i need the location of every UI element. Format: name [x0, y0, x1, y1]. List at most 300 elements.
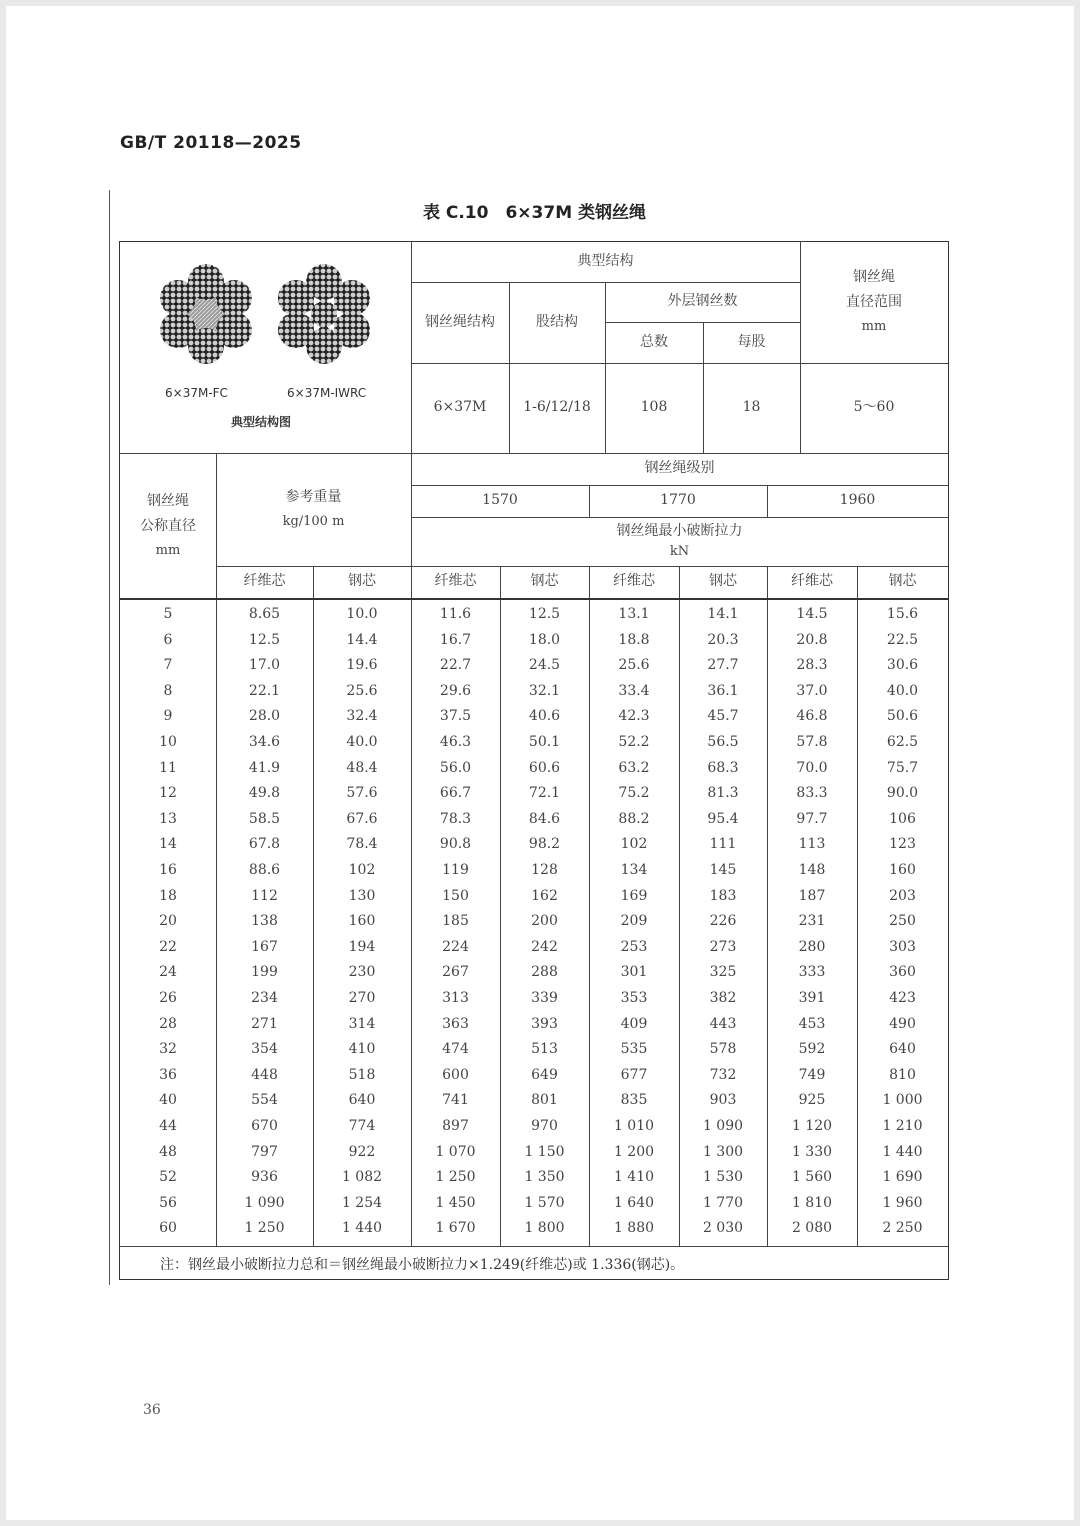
table-cell: 513: [531, 1041, 558, 1058]
strand-structure-header: 股结构: [536, 313, 578, 330]
diameter-range-label-1: 钢丝绳: [853, 269, 895, 286]
table-row: [120, 730, 948, 756]
nominal-diameter-cell: 56: [159, 1194, 177, 1211]
table-cell: 1 150: [524, 1143, 565, 1160]
table-cell: 1 090: [702, 1118, 744, 1134]
table-cell: 14.1: [707, 606, 739, 622]
iwrc-rope-icon: [278, 264, 370, 364]
break-force-label: 钢丝绳最小破断拉力: [616, 522, 743, 539]
table-cell: 1 570: [524, 1194, 565, 1211]
strand-structure-value: 1-6/12/18: [523, 399, 591, 416]
table-row: [120, 1012, 948, 1038]
table-cell: 774: [348, 1118, 376, 1134]
nominal-diameter-header: [120, 453, 216, 598]
standard-code: GB/T 20118—2025: [120, 133, 302, 153]
nominal-diameter-cell: 9: [163, 708, 173, 725]
sub-header-steel: 钢芯: [709, 573, 737, 590]
table-cell: 22.7: [439, 657, 472, 674]
table-cell: 203: [889, 887, 916, 904]
table-cell: 56.5: [707, 734, 739, 750]
reference-weight-header: [216, 453, 411, 566]
table-cell: 325: [709, 964, 737, 981]
table-cell: 32.4: [346, 708, 378, 725]
table-cell: 640: [348, 1092, 376, 1109]
rope-cross-section-figure: [146, 262, 386, 367]
table-cell: 123: [889, 836, 916, 853]
table-cell: 60.6: [528, 759, 561, 776]
table-cell: 288: [531, 964, 558, 981]
table-cell: 199: [251, 964, 278, 981]
sub-header-steel: 钢芯: [530, 573, 559, 590]
table-cell: 253: [620, 938, 648, 955]
nominal-diameter-cell: 18: [159, 887, 177, 904]
nominal-diameter-cell: 16: [159, 862, 177, 878]
table-cell: 62.5: [886, 734, 919, 750]
table-cell: 22.1: [248, 682, 281, 699]
fc-rope-icon: [160, 264, 252, 364]
table-row: [120, 1114, 948, 1140]
nominal-diameter-cell: 7: [163, 657, 173, 674]
table-cell: 353: [620, 990, 648, 1006]
table-cell: 88.6: [248, 862, 281, 878]
table-row: [120, 909, 948, 935]
nominal-diameter-cell: 11: [159, 759, 177, 776]
table-cell: 360: [889, 964, 916, 981]
typical-structure-header: 典型结构: [577, 252, 634, 269]
nominal-diameter-cell: 40: [159, 1092, 177, 1109]
table-cell: 67.6: [346, 810, 378, 827]
table-cell: 490: [889, 1015, 916, 1032]
table-cell: 1 090: [244, 1194, 285, 1211]
table-cell: 936: [251, 1169, 278, 1186]
table-cell: 46.8: [796, 708, 828, 725]
table-cell: 11.6: [439, 606, 472, 622]
table-cell: 339: [531, 990, 558, 1006]
table-cell: 423: [889, 990, 916, 1006]
table-cell: 535: [620, 1041, 648, 1058]
table-cell: 58.5: [248, 810, 281, 827]
table-cell: 250: [889, 913, 916, 930]
table-cell: 25.6: [618, 657, 650, 674]
table-cell: 98.2: [528, 836, 561, 853]
table-cell: 37.5: [439, 708, 472, 725]
nominal-diameter-cell: 60: [159, 1220, 177, 1237]
table-row: [120, 935, 948, 961]
table-cell: 10.0: [346, 606, 378, 622]
table-row: [120, 756, 948, 782]
grade-1570: 1570: [482, 492, 518, 509]
table-cell: 28.0: [248, 708, 281, 725]
table-cell: 453: [798, 1015, 826, 1032]
table-cell: 185: [442, 913, 469, 930]
table-cell: 112: [251, 887, 278, 904]
table-cell: 393: [531, 1015, 558, 1032]
nominal-diameter-cell: 24: [159, 964, 177, 981]
table-cell: 97.7: [796, 810, 828, 827]
table-cell: 145: [709, 862, 737, 878]
per-strand-header: 每股: [737, 333, 766, 350]
table-cell: 113: [798, 836, 826, 853]
table-cell: 314: [348, 1015, 376, 1032]
table-cell: 1 440: [341, 1220, 383, 1237]
nominal-diameter-cell: 12: [159, 785, 177, 802]
table-row: [120, 1063, 948, 1089]
table-cell: 897: [442, 1118, 469, 1134]
table-row: [120, 960, 948, 986]
diameter-range-value: 5～60: [853, 399, 895, 416]
table-cell: 36.1: [707, 682, 739, 699]
weight-unit: kg/100 m: [282, 514, 345, 530]
total-header: 总数: [640, 333, 668, 350]
table-cell: 280: [798, 938, 826, 955]
table-cell: 797: [251, 1143, 278, 1160]
table-cell: 749: [798, 1066, 826, 1083]
table-cell: 18.0: [528, 631, 561, 648]
nominal-diameter-cell: 8: [163, 682, 173, 699]
table-cell: 1 690: [882, 1169, 923, 1186]
table-cell: 37.0: [796, 682, 828, 699]
nominal-diameter-cell: 13: [159, 810, 177, 827]
table-row: [120, 628, 948, 654]
table-cell: 231: [798, 913, 826, 930]
table-cell: 75.7: [886, 759, 919, 776]
table-cell: 70.0: [796, 759, 828, 776]
table-cell: 1 300: [702, 1143, 744, 1160]
table-cell: 95.4: [707, 810, 739, 827]
table-cell: 15.6: [886, 606, 919, 622]
table-cell: 194: [348, 938, 376, 955]
table-cell: 183: [709, 887, 737, 904]
table-cell: 162: [531, 887, 558, 904]
break-force-header: [411, 517, 948, 566]
table-cell: 1 000: [882, 1092, 923, 1109]
table-row: [120, 1165, 948, 1191]
table-row: [120, 679, 948, 705]
table-cell: 1 200: [613, 1143, 655, 1160]
figure-label-iwrc: 6×37M-IWRC: [287, 386, 367, 400]
sub-header-fibre: 纤维芯: [791, 573, 833, 590]
table-row: [120, 1140, 948, 1166]
sub-header-fibre: 纤维芯: [243, 573, 286, 590]
table-cell: 1 530: [702, 1169, 744, 1186]
table-cell: 40.0: [346, 734, 378, 750]
table-cell: 640: [889, 1041, 916, 1058]
table-note: 注：钢丝最小破断拉力总和＝钢丝绳最小破断拉力×1.249(纤维芯)或 1.336(钢芯)。: [160, 1257, 685, 1273]
table-cell: 1 670: [435, 1220, 476, 1237]
table-cell: 13.1: [618, 606, 650, 622]
table-cell: 167: [251, 938, 278, 955]
nominal-diameter-cell: 48: [159, 1143, 177, 1160]
table-cell: 922: [348, 1143, 376, 1160]
table-cell: 130: [348, 887, 376, 904]
table-cell: 313: [442, 990, 469, 1006]
table-cell: 90.0: [886, 785, 919, 802]
table-cell: 474: [442, 1041, 469, 1058]
nominal-diameter-cell: 10: [159, 734, 177, 750]
table-cell: 72.1: [528, 785, 561, 802]
grade-1960: 1960: [839, 492, 876, 509]
table-cell: 363: [442, 1015, 469, 1032]
table-cell: 209: [620, 913, 648, 930]
table-row: [120, 858, 948, 884]
table-cell: 333: [798, 964, 826, 981]
table-cell: 270: [348, 990, 376, 1006]
table-cell: 24.5: [528, 657, 561, 674]
table-cell: 1 210: [882, 1118, 923, 1134]
total-value: 108: [640, 399, 668, 416]
table-cell: 271: [251, 1015, 278, 1032]
table-cell: 1 640: [613, 1194, 655, 1211]
rope-structure-value: 6×37M: [433, 399, 487, 416]
table-cell: 28.3: [796, 657, 828, 674]
table-cell: 2 030: [702, 1220, 744, 1237]
table-cell: 29.6: [439, 682, 472, 699]
table-cell: 391: [798, 990, 826, 1006]
nominal-diameter-cell: 52: [159, 1169, 177, 1186]
table-cell: 1 010: [613, 1118, 655, 1134]
table-cell: 40.0: [886, 682, 919, 699]
table-cell: 56.0: [439, 759, 472, 776]
nominal-diameter-cell: 14: [159, 836, 177, 853]
per-strand-value: 18: [742, 399, 761, 416]
table-cell: 677: [620, 1066, 648, 1083]
nominal-diameter-cell: 6: [163, 631, 173, 648]
table-cell: 45.7: [707, 708, 739, 725]
table-cell: 49.8: [248, 785, 281, 802]
table-cell: 1 960: [882, 1194, 923, 1211]
table-cell: 81.3: [707, 785, 739, 802]
table-cell: 63.2: [618, 759, 650, 776]
table-cell: 30.6: [886, 657, 919, 674]
table-row: [120, 1037, 948, 1063]
table-cell: 1 440: [882, 1143, 923, 1160]
table-cell: 57.6: [346, 785, 378, 802]
grade-header: 钢丝绳级别: [644, 460, 715, 477]
table-cell: 67.8: [248, 836, 281, 853]
table-cell: 25.6: [346, 682, 378, 699]
table-cell: 354: [251, 1041, 278, 1058]
rope-structure-header: 钢丝绳结构: [425, 313, 495, 330]
table-cell: 448: [251, 1066, 278, 1083]
table-cell: 187: [798, 887, 826, 904]
table-cell: 810: [889, 1066, 916, 1083]
nominal-unit: mm: [155, 542, 181, 558]
table-cell: 46.3: [439, 734, 472, 750]
outer-wires-header: 外层钢丝数: [667, 293, 738, 310]
table-cell: 14.4: [346, 631, 378, 648]
table-cell: 801: [531, 1092, 558, 1109]
table-cell: 169: [620, 887, 648, 904]
divider: [120, 598, 948, 600]
table-cell: 75.2: [618, 785, 650, 802]
table-cell: 78.4: [346, 836, 378, 853]
table-cell: 20.8: [796, 631, 828, 648]
table-cell: 592: [798, 1041, 826, 1058]
table-cell: 50.1: [528, 734, 561, 750]
table-cell: 1 070: [435, 1143, 476, 1160]
sub-header-fibre: 纤维芯: [613, 573, 655, 590]
nominal-diameter-cell: 28: [159, 1015, 177, 1032]
diameter-range-header: [800, 241, 948, 363]
table-cell: 1 082: [341, 1169, 383, 1186]
table-title: 表 C.10 6×37M 类钢丝绳: [422, 203, 647, 223]
table-cell: 32.1: [528, 682, 561, 699]
table-cell: 134: [620, 862, 648, 878]
table-cell: 160: [889, 862, 916, 878]
margin-rule: [109, 190, 110, 1285]
table-cell: 273: [709, 938, 737, 955]
table-cell: 1 450: [435, 1194, 476, 1211]
table-cell: 41.9: [248, 759, 281, 776]
table-cell: 649: [531, 1066, 558, 1083]
table-cell: 600: [442, 1066, 469, 1083]
table-cell: 224: [442, 938, 469, 955]
table-cell: 90.8: [439, 836, 472, 853]
table-cell: 16.7: [439, 631, 472, 648]
table-cell: 1 410: [613, 1169, 655, 1186]
table-cell: 835: [620, 1092, 648, 1109]
table-cell: 1 800: [524, 1220, 565, 1237]
table-cell: 1 330: [791, 1143, 833, 1160]
table-cell: 84.6: [528, 810, 561, 827]
table-cell: 267: [442, 964, 469, 981]
nominal-diameter-cell: 26: [159, 990, 177, 1006]
table-cell: 301: [620, 964, 648, 981]
table-cell: 160: [348, 913, 376, 930]
table-cell: 1 254: [341, 1194, 383, 1211]
table-cell: 18.8: [618, 631, 650, 648]
figure-label-fc: 6×37M-FC: [165, 386, 228, 400]
break-force-unit: kN: [669, 544, 690, 560]
table-cell: 40.6: [528, 708, 561, 725]
table-row: [120, 781, 948, 807]
nominal-diameter-cell: 36: [159, 1066, 177, 1083]
nominal-diameter-cell: 5: [163, 606, 173, 622]
table-row: [120, 832, 948, 858]
table-cell: 1 560: [791, 1169, 833, 1186]
table-cell: 102: [348, 862, 376, 878]
table-row: [120, 704, 948, 730]
table-cell: 12.5: [248, 631, 281, 648]
table-cell: 19.6: [346, 657, 378, 674]
table-cell: 1 250: [435, 1169, 476, 1186]
page-number: 36: [143, 1402, 161, 1418]
table-cell: 234: [251, 990, 278, 1006]
table-cell: 83.3: [796, 785, 828, 802]
table-cell: 1 350: [524, 1169, 565, 1186]
table-cell: 12.5: [528, 606, 561, 622]
table-cell: 48.4: [346, 759, 378, 776]
table-cell: 230: [348, 964, 376, 981]
table-cell: 578: [709, 1041, 737, 1058]
table-cell: 68.3: [707, 759, 739, 776]
table-cell: 925: [798, 1092, 826, 1109]
table-cell: 409: [620, 1015, 648, 1032]
table-cell: 1 810: [791, 1194, 833, 1211]
table-cell: 670: [251, 1118, 278, 1134]
table-cell: 443: [709, 1015, 737, 1032]
table-cell: 242: [531, 938, 558, 955]
table-cell: 200: [531, 913, 558, 930]
nominal-diameter-cell: 20: [159, 913, 177, 930]
table-cell: 66.7: [439, 785, 472, 802]
table-cell: 1 880: [613, 1220, 655, 1237]
table-cell: 20.3: [707, 631, 739, 648]
table-cell: 732: [709, 1066, 737, 1083]
nominal-label-2: 公称直径: [140, 517, 196, 534]
nominal-diameter-cell: 32: [159, 1041, 177, 1058]
grade-1770: 1770: [660, 492, 696, 509]
nominal-diameter-cell: 44: [159, 1118, 177, 1134]
table-cell: 42.3: [618, 708, 650, 725]
sub-header-fibre: 纤维芯: [434, 573, 477, 590]
sub-header-steel: 钢芯: [888, 573, 917, 590]
table-cell: 970: [531, 1118, 558, 1134]
table-cell: 128: [531, 862, 558, 878]
table-cell: 33.4: [618, 682, 650, 699]
table-row: [120, 884, 948, 910]
table-row: [120, 602, 948, 628]
table-cell: 138: [251, 913, 278, 930]
table-cell: 2 080: [791, 1220, 833, 1237]
diameter-range-label-2: 直径范围: [846, 294, 902, 311]
table-cell: 27.7: [707, 657, 739, 674]
table-cell: 88.2: [618, 810, 650, 827]
table-cell: 1 120: [791, 1118, 833, 1134]
sub-header-steel: 钢芯: [348, 573, 376, 590]
table-cell: 303: [889, 938, 916, 955]
table-row: [120, 1088, 948, 1114]
table-cell: 226: [709, 913, 737, 930]
figure-caption: 典型结构图: [231, 415, 292, 429]
table-row: [120, 1191, 948, 1217]
table-cell: 78.3: [439, 810, 472, 827]
table-row: [120, 1216, 948, 1242]
table-cell: 148: [798, 862, 826, 878]
weight-label: 参考重量: [285, 489, 342, 506]
nominal-diameter-cell: 22: [159, 938, 177, 955]
table-cell: 1 770: [702, 1194, 744, 1211]
table-row: [120, 807, 948, 833]
table-cell: 17.0: [248, 657, 281, 674]
table-cell: 150: [442, 887, 469, 904]
table-cell: 382: [709, 990, 737, 1006]
table-cell: 554: [251, 1092, 278, 1109]
table-cell: 14.5: [796, 606, 828, 622]
nominal-label-1: 钢丝绳: [147, 492, 189, 509]
table-cell: 2 250: [882, 1220, 923, 1237]
table-cell: 57.8: [796, 734, 828, 750]
table-cell: 119: [442, 862, 469, 878]
table-cell: 106: [889, 810, 916, 827]
table-cell: 410: [348, 1041, 376, 1058]
table-cell: 741: [442, 1092, 469, 1109]
table-cell: 102: [620, 836, 648, 853]
table-cell: 34.6: [248, 734, 281, 750]
divider: [120, 1246, 948, 1247]
table-row: [120, 653, 948, 679]
diameter-range-unit: mm: [861, 319, 887, 335]
table-cell: 50.6: [886, 708, 919, 725]
table-cell: 8.65: [248, 606, 281, 622]
table-cell: 111: [709, 836, 737, 853]
table-cell: 518: [348, 1066, 376, 1083]
table-cell: 903: [709, 1092, 737, 1109]
table-row: [120, 986, 948, 1012]
table-cell: 22.5: [886, 631, 919, 648]
table-cell: 1 250: [244, 1220, 285, 1237]
table-cell: 52.2: [618, 734, 650, 750]
